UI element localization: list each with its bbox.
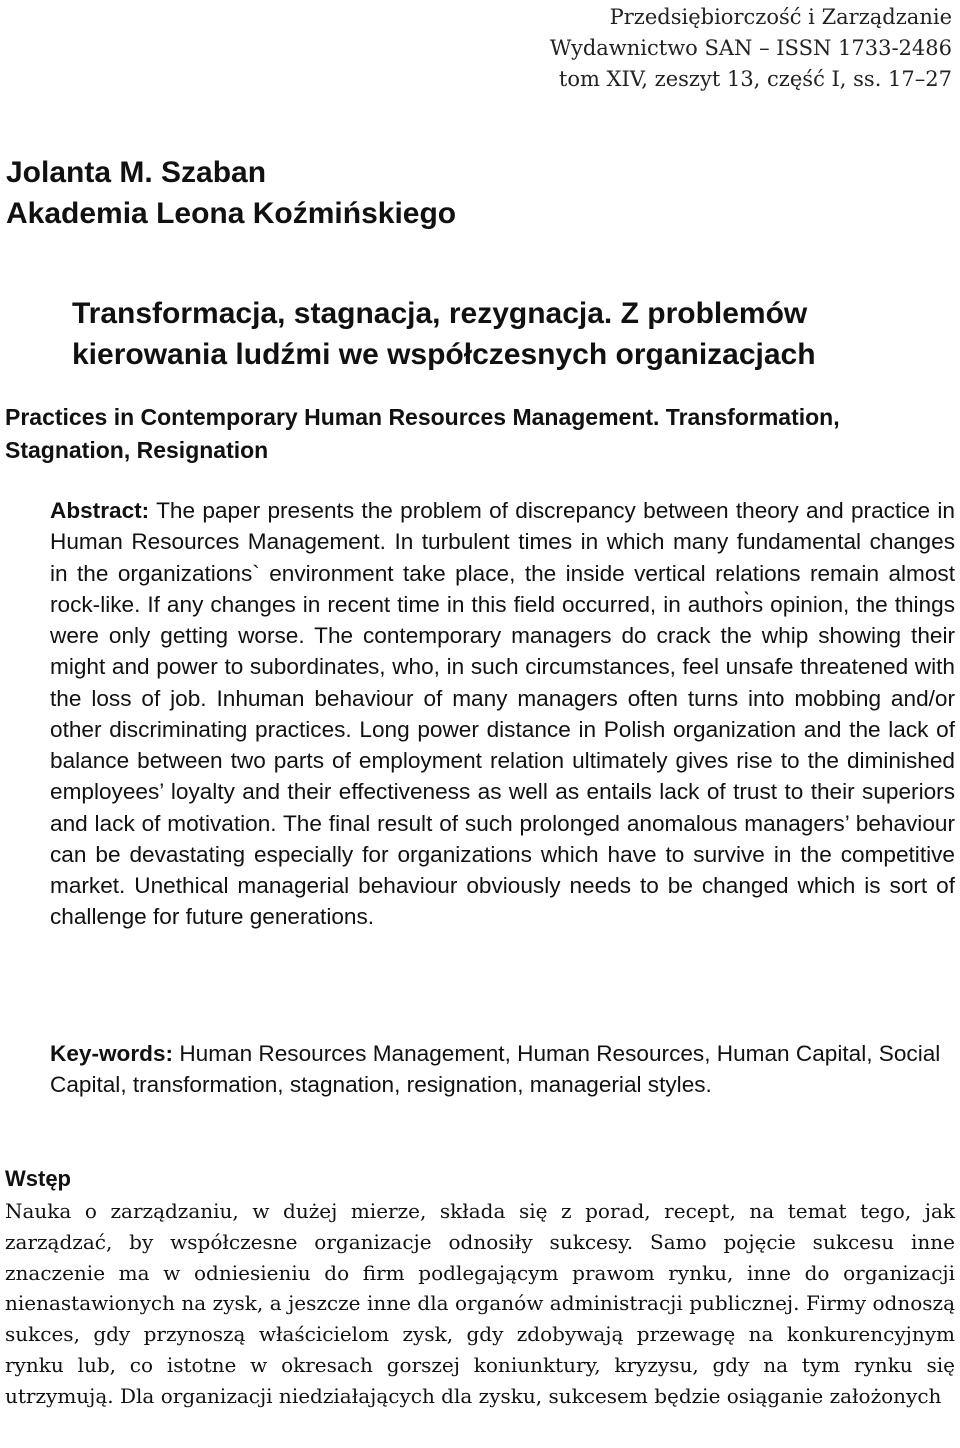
author-name: Jolanta M. Szaban [6,156,267,189]
journal-header [550,2,952,95]
journal-name: Przedsiębiorczość i Zarządzanie [609,5,952,29]
abstract-text: The paper presents the problem of discrepancy between theory and practice in Human Resources Management. In turbulent times in which many fundamental changes in the organizations` environment take place, the inside vertical relations remain almost rock-like. If any changes in recent time in this field occurred, in author̀s opinion, the things were only getting worse. The contemporary managers do crack the whip showing their might and power to subordinates, who, in such circumstances, feel unsafe threatened with the loss of job. Inhuman behaviour of many managers often turns into mobbing and/or other discriminating practices. Long power distance in Polish organization and the lack of balance between two parts of employment relation ultimately gives rise to the diminished employees’ loyalty and their effectiveness as well as entails lack of trust to their superiors and lack of motivation. The final result of such prolonged anomalous managers’ behaviour can be devastating especially for organizations which have to survive in the competitive market. Unethical managerial behaviour obviously needs to be changed which is sort of challenge for future generations. [50,498,955,930]
abstract-label: Abstract: [50,498,150,523]
volume-info: tom XIV, zeszyt 13, część I, ss. 17–27 [558,67,952,91]
section-heading: Wstęp [5,1166,71,1191]
keywords-text: Human Resources Management, Human Resources, Human Capital, Social Capital, transformation, stagnation, resignation, managerial styles. [50,1041,941,1098]
author-affiliation: Akademia Leona Koźmińskiego [6,197,457,230]
paper-title-english: Practices in Contemporary Human Resources Management. Transformation, Stagnation, Resignation [5,404,840,463]
section-body-text: Nauka o zarządzaniu, w dużej mierze, składa się z porad, recept, na temat tego, jak zarządzać, by współczesne organizacje odnosiły sukcesy. Samo pojęcie sukcesu inne znaczenie ma w odniesieniu do firm podlegającym prawom rynku, inne do organizacji nienastawionych na zysk, a jeszcze inne dla organów administracji publicznej. Firmy odnoszą sukces, gdy przynoszą właścicielom zysk, gdy zdobywają przewagę na konkurencyjnym rynku lub, co istotne w okresach gorszej koniunktury, kryzysu, gdy na tym rynku się utrzymują. Dla organizacji niedziałających dla zysku, sukcesem będzie osiąganie założonych [5,1199,955,1408]
keywords-label: Key-words: [50,1041,174,1066]
abstract [50,495,955,933]
author-block [6,152,456,234]
paper-title-polish: Transformacja, stagnacja, rezygnacja. Z problemów kierowania ludźmi we współczesnych organizacjach [72,297,816,371]
publisher-issn: Wydawnictwo SAN – ISSN 1733-2486 [549,36,952,60]
keywords [50,1038,955,1101]
